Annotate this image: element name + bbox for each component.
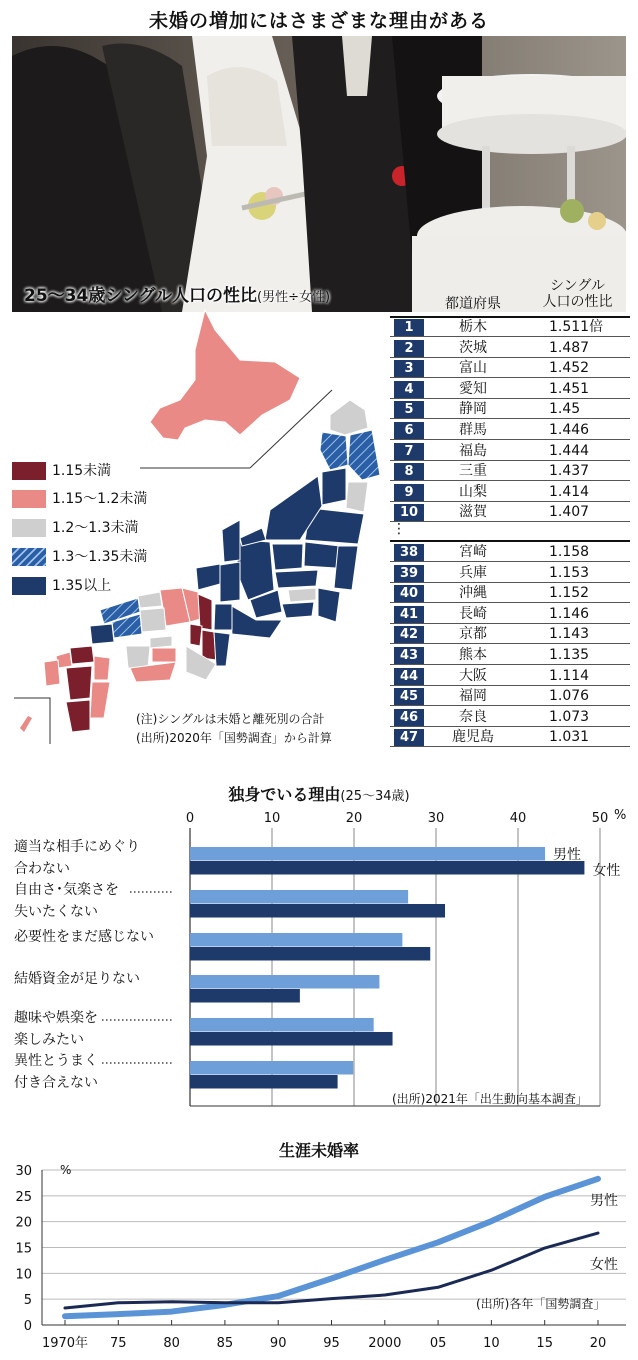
rank-badge: 10 <box>394 504 424 521</box>
map-okinawa <box>20 716 32 732</box>
sex-ratio-value <box>525 564 630 583</box>
row-divider <box>390 746 630 747</box>
bar-x-tick-label: 50 <box>591 811 609 826</box>
table-row <box>390 503 630 522</box>
map-saitama <box>275 570 318 588</box>
bar-chart-title-text: 独身でいる理由 <box>228 785 341 804</box>
map-mie <box>214 632 230 666</box>
map-kagoshima <box>66 700 90 732</box>
row-divider <box>390 398 630 399</box>
table-mid-rule <box>390 540 630 542</box>
row-divider <box>390 336 630 337</box>
map-nagano <box>236 540 274 600</box>
legend-swatch <box>12 462 46 480</box>
row-divider <box>390 664 630 665</box>
sex-ratio-number: 1.031 <box>549 729 590 746</box>
legend-label: 1.2～1.3未満 <box>52 520 139 536</box>
prefecture-name: 鹿児島 <box>452 729 494 746</box>
sex-ratio-number: 1.437 <box>549 463 590 480</box>
line-x-tick-label: 15 <box>536 1336 553 1351</box>
table-row <box>390 400 630 419</box>
rank-badge: 7 <box>394 443 424 460</box>
map-subtitle: (男性÷女性) <box>257 290 331 305</box>
rank-badge: 41 <box>394 606 424 623</box>
sex-ratio-number: 1.143 <box>549 626 590 643</box>
map-ishikawa <box>222 520 240 562</box>
sex-ratio-value <box>525 359 630 378</box>
rank-badge: 45 <box>394 688 424 705</box>
bar-male <box>190 975 379 989</box>
prefecture-name: 京都 <box>459 626 487 643</box>
map-kanagawa <box>282 602 314 618</box>
table-bottom-rows <box>390 543 630 749</box>
table-row <box>390 359 630 378</box>
line-y-tick-label: 25 <box>15 1189 32 1205</box>
sex-ratio-number: 1.511 <box>549 319 590 335</box>
series-label-male: 男性 <box>590 1192 618 1209</box>
rank-badge: 40 <box>394 585 424 602</box>
bar-category-label: 適当な相手にめぐり <box>14 839 140 855</box>
series-label-female: 女性 <box>590 1257 618 1274</box>
sex-ratio-value <box>525 400 630 419</box>
line-x-tick-label: 75 <box>110 1336 127 1351</box>
table-row <box>390 625 630 644</box>
map-yamaguchi <box>90 624 114 644</box>
sex-ratio-number: 1.146 <box>549 605 590 622</box>
sex-ratio-value <box>525 421 630 440</box>
map-ibaraki <box>334 546 358 590</box>
row-divider <box>390 521 630 522</box>
prefecture-name: 沖縄 <box>459 585 487 602</box>
row-divider <box>390 377 630 378</box>
prefecture-name: 茨城 <box>459 339 487 356</box>
table-row <box>390 728 630 747</box>
rank-badge: 2 <box>394 340 424 357</box>
rank-badge: 38 <box>394 544 424 561</box>
sex-ratio-value <box>525 646 630 665</box>
bar-x-tick-label: 0 <box>185 811 195 826</box>
map-oita <box>94 656 110 680</box>
bar-x-tick-label: 10 <box>263 811 281 826</box>
table-top-rows <box>390 318 630 524</box>
row-divider <box>390 480 630 481</box>
legend-label: 1.15～1.2未満 <box>52 491 148 507</box>
table-header-pref: 都道府県 <box>445 296 501 312</box>
bar-female <box>190 1032 393 1046</box>
table-row <box>390 646 630 665</box>
prefecture-name: 山梨 <box>459 483 487 500</box>
map-nagasaki <box>44 660 60 686</box>
sex-ratio-number: 1.073 <box>549 708 590 725</box>
sex-ratio-number: 1.45 <box>549 401 581 418</box>
table-row <box>390 708 630 727</box>
table-row <box>390 462 630 481</box>
table-row <box>390 605 630 624</box>
legend-male-label: 男性 <box>553 847 582 863</box>
row-divider <box>390 439 630 440</box>
bar-x-tick-label: 40 <box>509 811 527 826</box>
sex-ratio-number: 1.153 <box>549 564 590 581</box>
line-x-tick-label: 95 <box>323 1336 340 1351</box>
prefecture-name: 熊本 <box>459 647 487 663</box>
map-aichi <box>214 604 232 630</box>
line-y-tick-label: 5 <box>23 1293 32 1309</box>
row-divider <box>390 460 630 461</box>
line-x-tick-label: 10 <box>483 1336 500 1351</box>
sex-ratio-value <box>525 503 630 522</box>
row-divider <box>390 357 630 358</box>
map-miyagi <box>346 482 368 512</box>
bar-category-label: 結婚資金が足りない <box>14 971 140 987</box>
sex-ratio-number: 1.407 <box>549 504 590 521</box>
row-divider <box>390 623 630 624</box>
prefecture-name: 栃木 <box>459 319 487 335</box>
bar-category-label: 付き合えない <box>14 1075 98 1091</box>
map-tottori <box>138 592 162 608</box>
row-divider <box>390 501 630 502</box>
bar-female <box>190 1075 338 1089</box>
line-y-tick-label: 20 <box>15 1215 32 1231</box>
sex-ratio-number: 1.451 <box>549 380 590 397</box>
bar-chart-source: (出所)2021年「出生動向基本調査」 <box>392 1092 588 1106</box>
map-ehime <box>126 646 150 668</box>
map-yamagata <box>322 468 346 505</box>
sex-ratio-number: 1.446 <box>549 422 590 438</box>
legend-label: 1.3～1.35未満 <box>52 549 148 565</box>
sex-ratio-value <box>525 687 630 706</box>
sex-ratio-value <box>525 605 630 624</box>
sex-ratio-number: 1.158 <box>549 544 590 560</box>
rank-badge: 44 <box>394 668 424 685</box>
bar-category-label: 失いたくない <box>14 904 98 920</box>
table-row <box>390 380 630 399</box>
map-chiba <box>318 588 340 622</box>
map-title-text: 25～34歳シングル人口の性比 <box>24 286 258 306</box>
line-chart-title: 生涯未婚率 <box>278 1141 359 1160</box>
rank-badge: 42 <box>394 626 424 643</box>
table-row <box>390 318 630 337</box>
rank-badge: 47 <box>394 729 424 746</box>
line-chart-source: (出所)各年「国勢調査」 <box>476 1297 606 1311</box>
legend-swatch <box>12 519 46 537</box>
line-x-tick-label: 2000 <box>368 1336 402 1351</box>
bar-male <box>190 933 402 947</box>
sex-ratio-number: 1.414 <box>549 483 590 500</box>
table-ellipsis: ⋮ <box>392 521 406 537</box>
sex-ratio-value <box>525 708 630 727</box>
sex-ratio-value <box>525 728 630 747</box>
sex-ratio-number: 1.152 <box>549 585 590 602</box>
rank-badge: 8 <box>394 463 424 480</box>
legend-swatch-hatched <box>12 548 46 566</box>
sex-ratio-value <box>525 339 630 358</box>
table-header-value-line1: シングル <box>550 278 605 294</box>
bar-category-label: 自由さ･気楽さを <box>14 882 119 898</box>
map-tokyo <box>288 588 316 602</box>
line-chart-unit: % <box>60 1163 72 1177</box>
prefecture-name: 愛知 <box>459 380 487 397</box>
bar-male <box>190 1018 374 1032</box>
bar-female <box>190 947 430 961</box>
rank-badge: 4 <box>394 381 424 398</box>
rank-badge: 5 <box>394 401 424 418</box>
table-row <box>390 667 630 686</box>
map-iwate <box>348 430 380 480</box>
rank-badge: 43 <box>394 647 424 664</box>
map-aomori <box>330 400 368 435</box>
table-row <box>390 339 630 358</box>
sex-ratio-number: 1.114 <box>549 667 590 684</box>
sex-ratio-value <box>525 442 630 461</box>
table-header-value-line2: 人口の性比 <box>542 294 613 310</box>
row-divider <box>390 705 630 706</box>
map-fukui <box>196 564 220 590</box>
line-y-tick-label: 0 <box>23 1319 32 1334</box>
sex-ratio-number: 1.444 <box>549 442 590 459</box>
sex-ratio-value <box>525 462 630 481</box>
rank-badge: 3 <box>394 360 424 377</box>
table-row <box>390 483 630 502</box>
prefecture-name: 宮崎 <box>459 544 487 560</box>
line-x-tick-label: 05 <box>429 1336 447 1351</box>
bar-category-label: 趣味や娯楽を <box>14 1010 98 1026</box>
table-row <box>390 421 630 440</box>
sex-ratio-value <box>525 380 630 399</box>
map-gunma <box>272 544 303 570</box>
prefecture-name: 兵庫 <box>459 564 487 581</box>
bar-chart-subtitle: (25～34歳) <box>340 789 410 804</box>
row-divider <box>390 582 630 583</box>
rank-badge: 46 <box>394 709 424 726</box>
wedding-cake-cutting-photo <box>12 36 626 312</box>
prefecture-name: 大阪 <box>459 667 487 684</box>
rank-badge: 6 <box>394 422 424 439</box>
sex-ratio-value <box>525 667 630 686</box>
sex-ratio-value <box>525 584 630 603</box>
map-note: (注)シングルは未婚と離死別の合計 <box>136 712 325 726</box>
line-chart <box>0 1160 638 1360</box>
bar-chart-unit: % <box>614 808 627 823</box>
map-fukuoka <box>70 646 94 664</box>
prefecture-name: 静岡 <box>459 401 487 418</box>
line-x-tick-label: 90 <box>269 1336 287 1351</box>
table-row <box>390 687 630 706</box>
map-miyazaki <box>90 682 110 718</box>
bar-category-label: 合わない <box>14 861 70 877</box>
legend-swatch <box>12 577 46 595</box>
row-divider <box>390 418 630 419</box>
bar-female <box>190 989 300 1003</box>
row-divider <box>390 685 630 686</box>
sex-ratio-value <box>525 318 630 337</box>
line-x-tick-label: 85 <box>216 1336 234 1351</box>
sex-ratio-number: 1.487 <box>549 339 590 356</box>
rank-badge: 39 <box>394 565 424 582</box>
line-x-tick-label: 1970年 <box>41 1336 89 1351</box>
row-divider <box>390 561 630 562</box>
sex-ratio-value <box>525 483 630 502</box>
prefecture-name: 長崎 <box>459 605 487 622</box>
rank-badge: 1 <box>394 319 424 336</box>
map-tokushima <box>152 648 176 662</box>
table-row <box>390 564 630 583</box>
prefecture-name: 三重 <box>459 463 487 480</box>
sex-ratio-value <box>525 543 630 562</box>
row-divider <box>390 602 630 603</box>
map-okayama <box>140 608 166 632</box>
map-kumamoto <box>66 666 92 700</box>
prefecture-name: 富山 <box>459 360 487 377</box>
sex-ratio-number: 1.135 <box>549 647 590 663</box>
map-osaka <box>190 624 202 646</box>
map-kagawa <box>150 636 172 648</box>
bar-category-label: 異性とうまく <box>14 1053 98 1069</box>
legend-label: 1.35以上 <box>52 578 112 594</box>
legend-label: 1.15未満 <box>52 463 112 479</box>
row-divider <box>390 643 630 644</box>
prefecture-name: 滋賀 <box>459 504 487 521</box>
map-shiga <box>198 594 212 630</box>
table-row <box>390 584 630 603</box>
bar-category-label: 必要性をまだ感じない <box>14 929 154 945</box>
bar-female <box>190 904 445 918</box>
prefecture-name: 群馬 <box>459 422 487 438</box>
line-y-tick-label: 10 <box>15 1267 32 1283</box>
sex-ratio-value <box>525 625 630 644</box>
legend-swatch <box>12 490 46 508</box>
map-gifu <box>220 562 240 602</box>
table-row <box>390 543 630 562</box>
prefecture-name: 福島 <box>459 442 487 459</box>
rank-badge: 9 <box>394 484 424 501</box>
bar-x-tick-label: 30 <box>427 811 445 826</box>
table-row <box>390 442 630 461</box>
value-unit: 倍 <box>589 319 604 335</box>
bar-category-label: 楽しみたい <box>14 1032 84 1048</box>
sex-ratio-number: 1.452 <box>549 360 590 377</box>
bar-male <box>190 890 408 904</box>
bar-female <box>190 861 584 875</box>
bar-male <box>190 847 545 861</box>
row-divider <box>390 726 630 727</box>
map-source: (出所)2020年「国勢調査」から計算 <box>136 731 332 745</box>
prefecture-name: 奈良 <box>459 708 487 725</box>
line-y-tick-label: 30 <box>15 1164 32 1179</box>
line-x-tick-label: 20 <box>589 1336 607 1351</box>
map-akita <box>320 432 348 470</box>
line-y-tick-label: 15 <box>15 1241 32 1257</box>
prefecture-name: 福岡 <box>459 688 487 705</box>
sex-ratio-number: 1.076 <box>549 688 590 705</box>
map-hokkaido <box>150 310 300 440</box>
map-tochigi <box>304 542 340 568</box>
bar-x-tick-label: 20 <box>345 811 363 826</box>
line-x-tick-label: 80 <box>163 1336 180 1351</box>
bar-male <box>190 1061 353 1075</box>
main-title: 未婚の増加にはさまざまな理由がある <box>148 10 489 32</box>
legend-female-label: 女性 <box>592 863 621 879</box>
